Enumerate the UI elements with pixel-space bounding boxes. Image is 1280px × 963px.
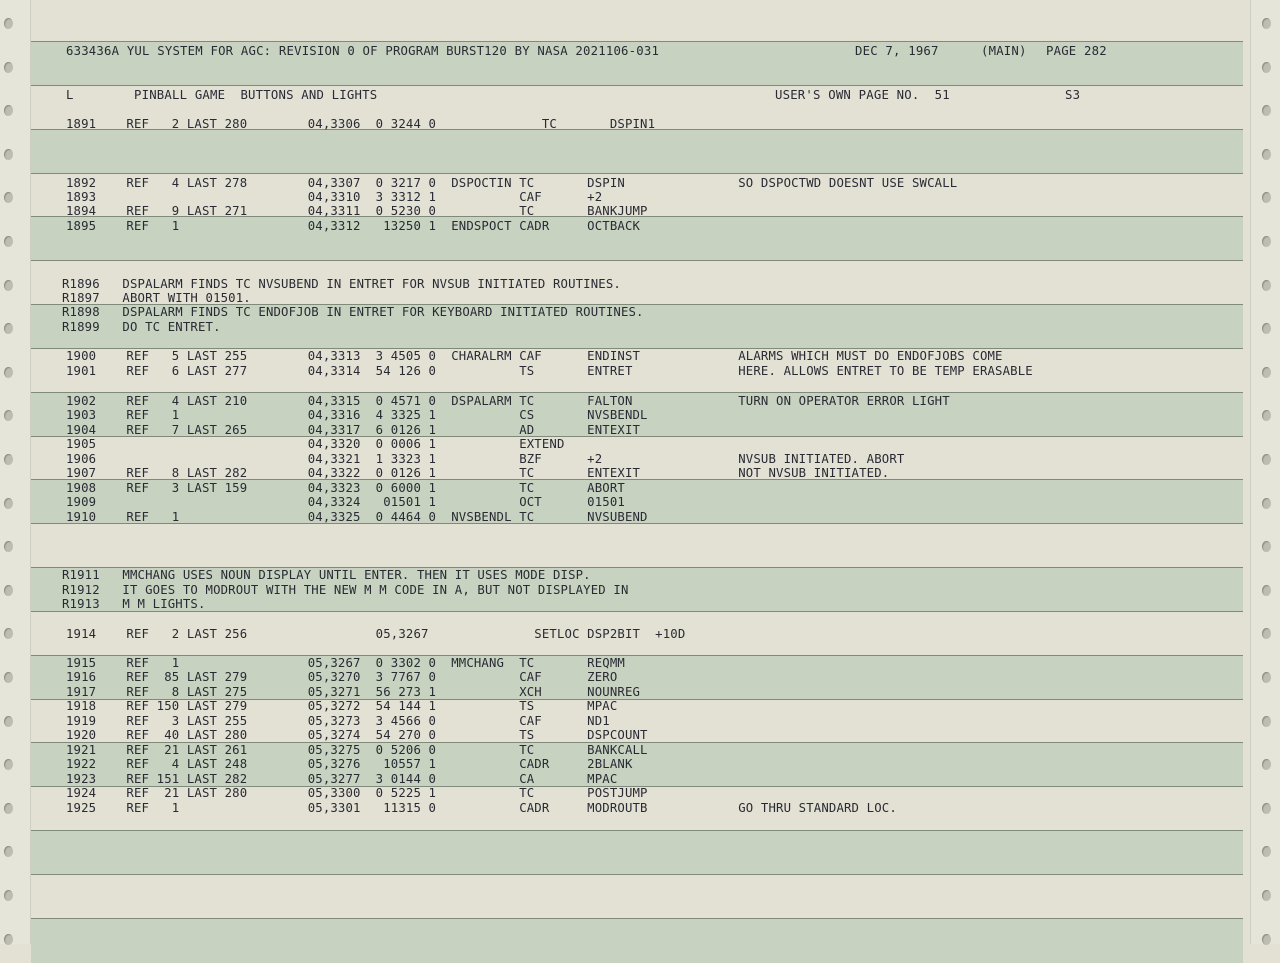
listing-line: 1902 REF 4 LAST 210 04,3315 0 4571 0 DSPALARM TC FALTON TURN ON OPERATOR ERROR LIGHT (66, 394, 950, 408)
listing-line: 1918 REF 150 LAST 279 05,3272 54 144 1 TS MPAC (66, 699, 618, 713)
rule (31, 611, 1243, 612)
tractor-hole (4, 759, 13, 770)
tractor-hole (1262, 585, 1271, 596)
tractor-hole (1262, 846, 1271, 857)
tractor-hole (4, 934, 13, 945)
listing-line: 1903 REF 1 04,3316 4 3325 1 CS NVSBENDL (66, 408, 648, 422)
program-header: 633436A YUL SYSTEM FOR AGC: REVISION 0 OF PROGRAM BURST120 BY NASA 2021106-031 (66, 44, 660, 58)
tractor-hole (1262, 367, 1271, 378)
tractor-hole (1262, 62, 1271, 73)
listing-line: R1911 MMCHANG USES NOUN DISPLAY UNTIL ENTER. THEN IT USES MODE DISP. (62, 568, 591, 582)
listing-line: 1908 REF 3 LAST 159 04,3323 0 6000 1 TC ABORT (66, 481, 625, 495)
listing-line: 1906 04,3321 1 3323 1 BZF +2 NVSUB INITIATED. ABORT (66, 452, 905, 466)
tractor-hole (4, 585, 13, 596)
listing-line: 1904 REF 7 LAST 265 04,3317 6 0126 1 AD ENTEXIT (66, 423, 641, 437)
listing-line: 1923 REF 151 LAST 282 05,3277 3 0144 0 CA MPAC (66, 772, 618, 786)
green-bar (31, 129, 1243, 174)
tractor-hole (1262, 672, 1271, 683)
tractor-hole (1262, 149, 1271, 160)
tractor-hole (4, 498, 13, 509)
listing-line: 1891 REF 2 LAST 280 04,3306 0 3244 0 TC DSPIN1 (66, 117, 656, 131)
tractor-hole (1262, 454, 1271, 465)
listing-line: 1925 REF 1 05,3301 11315 0 CADR MODROUTB GO THRU STANDARD LOC. (66, 801, 897, 815)
left-tractor-margin (0, 0, 31, 944)
tractor-hole (4, 628, 13, 639)
tractor-hole (1262, 934, 1271, 945)
listing-line: 1917 REF 8 LAST 275 05,3271 56 273 1 XCH NOUNREG (66, 685, 641, 699)
tractor-hole (4, 803, 13, 814)
tractor-hole (4, 280, 13, 291)
page-number: PAGE 282 (1046, 44, 1107, 58)
tractor-hole (1262, 192, 1271, 203)
listing-line: 1919 REF 3 LAST 255 05,3273 3 4566 0 CAF ND1 (66, 714, 610, 728)
listing-line: 1905 04,3320 0 0006 1 EXTEND (66, 437, 565, 451)
listing-line: R1912 IT GOES TO MODROUT WITH THE NEW M M CODE IN A, BUT NOT DISPLAYED IN (62, 583, 629, 597)
tractor-hole (1262, 105, 1271, 116)
tractor-hole (1262, 803, 1271, 814)
tractor-hole (1262, 410, 1271, 421)
rule (31, 85, 1243, 86)
rule (31, 173, 1243, 174)
tractor-hole (1262, 236, 1271, 247)
tractor-hole (4, 149, 13, 160)
listing-line: 1893 04,3310 3 3312 1 CAF +2 (66, 190, 603, 204)
tractor-hole (4, 890, 13, 901)
tractor-hole (1262, 498, 1271, 509)
tractor-hole (4, 323, 13, 334)
tractor-hole (4, 18, 13, 29)
tractor-hole (1262, 759, 1271, 770)
tractor-hole (4, 454, 13, 465)
users-page-code: S3 (1065, 88, 1081, 102)
tractor-hole (1262, 541, 1271, 552)
tractor-hole (4, 716, 13, 727)
rule (31, 260, 1243, 261)
listing-line: 1916 REF 85 LAST 279 05,3270 3 7767 0 CAF ZERO (66, 670, 618, 684)
header-date: DEC 7, 1967 (855, 44, 939, 58)
tractor-hole (1262, 18, 1271, 29)
listing-line: R1898 DSPALARM FINDS TC ENDOFJOB IN ENTRET FOR KEYBOARD INITIATED ROUTINES. (62, 305, 644, 319)
listing-line: 1920 REF 40 LAST 280 05,3274 54 270 0 TS DSPCOUNT (66, 728, 648, 742)
listing-line: R1913 M M LIGHTS. (62, 597, 206, 611)
tractor-hole (4, 367, 13, 378)
rule (31, 874, 1243, 875)
listing-line: 1921 REF 21 LAST 261 05,3275 0 5206 0 TC BANKCALL (66, 743, 648, 757)
listing-line: 1900 REF 5 LAST 255 04,3313 3 4505 0 CHARALRM CAF ENDINST ALARMS WHICH MUST DO ENDOFJOBS COME (66, 349, 1003, 363)
tractor-hole (1262, 628, 1271, 639)
tractor-hole (4, 192, 13, 203)
log-section-title: PINBALL GAME BUTTONS AND LIGHTS (134, 88, 378, 102)
listing-line: R1896 DSPALARM FINDS TC NVSUBEND IN ENTRET FOR NVSUB INITIATED ROUTINES. (62, 277, 621, 291)
listing-line: 1910 REF 1 04,3325 0 4464 0 NVSBENDL TC NVSUBEND (66, 510, 648, 524)
tractor-hole (4, 236, 13, 247)
listing-line: R1897 ABORT WITH 01501. (62, 291, 251, 305)
green-bar (31, 918, 1243, 963)
log-section-code: L (66, 88, 74, 102)
listing-line: 1922 REF 4 LAST 248 05,3276 10557 1 CADR 2BLANK (66, 757, 633, 771)
listing-line: 1894 REF 9 LAST 271 04,3311 0 5230 0 TC BANKJUMP (66, 204, 648, 218)
tractor-hole (4, 672, 13, 683)
listing-line: 1914 REF 2 LAST 256 05,3267 SETLOC DSP2BIT +10D (66, 627, 686, 641)
listing-line: 1924 REF 21 LAST 280 05,3300 0 5225 1 TC POSTJUMP (66, 786, 648, 800)
tractor-hole (1262, 323, 1271, 334)
tractor-hole (1262, 890, 1271, 901)
listing-line: 1901 REF 6 LAST 277 04,3314 54 126 0 TS ENTRET HERE. ALLOWS ENTRET TO BE TEMP ERASABLE (66, 364, 1033, 378)
tractor-hole (1262, 716, 1271, 727)
tractor-hole (4, 846, 13, 857)
listing-line: 1909 04,3324 01501 1 OCT 01501 (66, 495, 625, 509)
users-page-label: USER'S OWN PAGE NO. 51 (775, 88, 950, 102)
listing-line: 1907 REF 8 LAST 282 04,3322 0 0126 1 TC ENTEXIT NOT NVSUB INITIATED. (66, 466, 890, 480)
green-bar (31, 830, 1243, 875)
tractor-hole (4, 410, 13, 421)
listing-line: R1899 DO TC ENTRET. (62, 320, 221, 334)
listing-line: 1892 REF 4 LAST 278 04,3307 0 3217 0 DSPOCTIN TC DSPIN SO DSPOCTWD DOESNT USE SWCALL (66, 176, 958, 190)
listing-line: 1915 REF 1 05,3267 0 3302 0 MMCHANG TC REQMM (66, 656, 625, 670)
listing-line: 1895 REF 1 04,3312 13250 1 ENDSPOCT CADR OCTBACK (66, 219, 641, 233)
tractor-hole (4, 62, 13, 73)
tractor-hole (4, 541, 13, 552)
header-main: (MAIN) (981, 44, 1027, 58)
tractor-hole (4, 105, 13, 116)
tractor-hole (1262, 280, 1271, 291)
